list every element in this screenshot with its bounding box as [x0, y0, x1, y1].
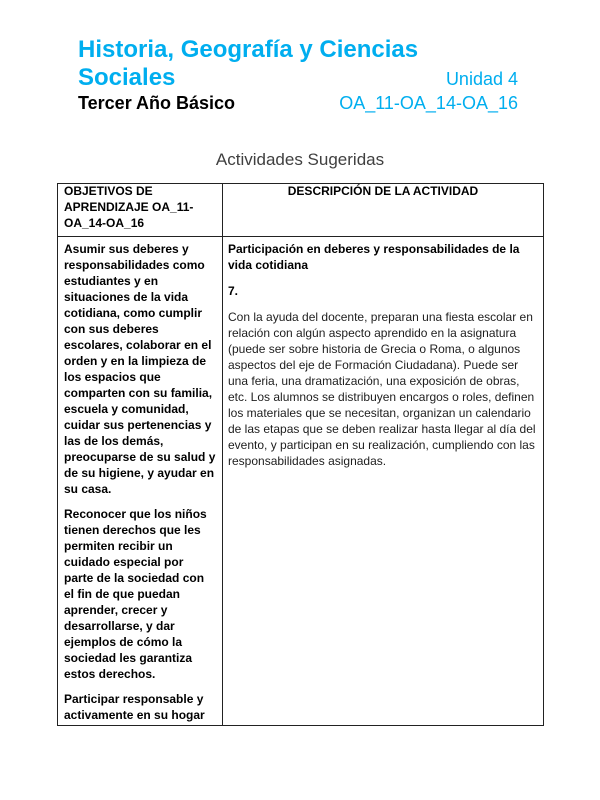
activity-title: Participación en deberes y responsabilidades de la vida cotidiana [228, 242, 520, 272]
objective-paragraph: Asumir sus deberes y responsabilidades como estudiantes y en situaciones de la vida cotidiana, como cumplir con sus deberes escolares, colaborar en el orden y en la limpieza de los espacios que comparten con su familia, escuela y comunidad, cuidar sus pertenencias y las de los demás, preocuparse de su salud y de su higiene, y ayudar en su casa. [64, 242, 216, 496]
table-header-objectives-label: OBJETIVOS DE APRENDIZAJE OA_11-OA_14-OA_16 [64, 184, 194, 230]
objective-paragraph: Reconocer que los niños tienen derechos que les permiten recibir un cuidado especial por parte de la sociedad con el fin de que puedan aprender, crecer y desarrollarse, y dar ejemplos de cómo la sociedad les garantiza estos derechos. [64, 507, 207, 681]
activities-table [57, 183, 544, 726]
grade-label: Tercer Año Básico [78, 93, 236, 113]
activity-cell [222, 236, 543, 725]
table-header-description-label: DESCRIPCIÓN DE LA ACTIVIDAD [287, 184, 479, 198]
table-header-description [222, 184, 543, 236]
objectives-cell [58, 236, 222, 725]
activity-number: 7. [228, 284, 239, 298]
grade-codes-row [78, 92, 518, 114]
objective-codes: OA_11-OA_14-OA_16 [339, 93, 518, 113]
section-title: Actividades Sugeridas [215, 150, 385, 169]
document-header [78, 36, 518, 114]
subject-title-line2: Sociales [78, 64, 176, 91]
table-header-objectives [58, 184, 222, 236]
subject-title-line1: Historia, Geografía y Ciencias [78, 36, 419, 63]
objective-paragraph: Participar responsable y activamente en su hogar [64, 692, 205, 722]
subject-unit-row [78, 64, 518, 92]
activity-description: Con la ayuda del docente, preparan una fiesta escolar en relación con algún aspecto aprendido en la asignatura (puede ser sobre historia de Grecia o Roma, o algunos aspectos del eje de Formación Ciudadana). Puede ser una feria, una dramatización, una exposición de obras, etc. Los alumnos se distribuyen encargos o roles, definen los materiales que se necesitan, organizan un calendario de las etapas que se deben realizar hasta llegar al día del evento, y participan en su realización, cumpliendo con las responsabilidades asignadas. [228, 310, 536, 468]
unit-label: Unidad 4 [445, 69, 518, 89]
